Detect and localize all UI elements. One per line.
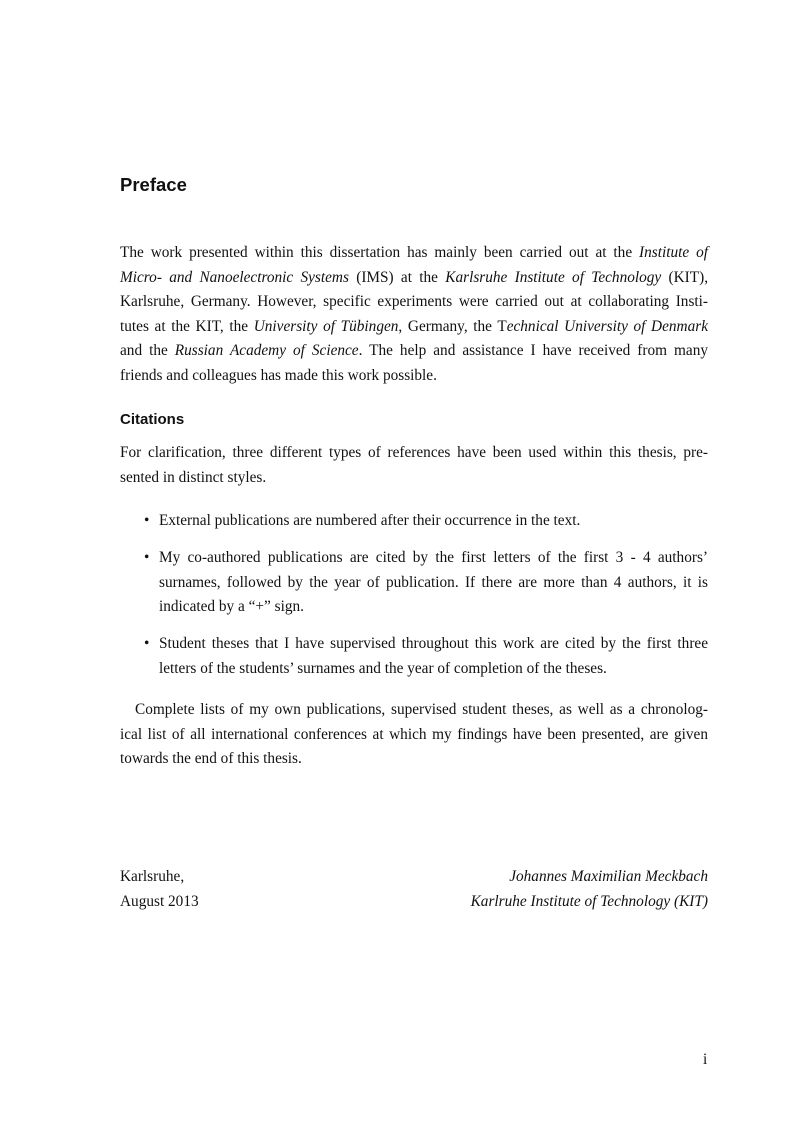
section-heading-citations: Citations <box>120 411 185 428</box>
text-line <box>120 339 708 364</box>
text-run: The work presented within this dissertation has mainly been carried out at the <box>120 244 640 261</box>
text-line: External publications are numbered after their occurrence in the text. <box>159 512 581 529</box>
text-run: friends and colleagues has made this work possible. <box>120 366 437 384</box>
text-line: sented in distinct styles. <box>120 468 267 486</box>
text-line: surnames, followed by the year of publication. If there are more than 4 authors, it is <box>159 573 708 591</box>
text-line <box>120 315 708 340</box>
text-line: My co-authored publications are cited by the first letters of the first 3 - 4 authors’ <box>159 549 708 566</box>
signature-author-block <box>471 865 708 914</box>
text-run: (KIT), <box>661 268 709 286</box>
bullet-icon: • <box>144 512 150 529</box>
preface-paragraph <box>120 241 708 389</box>
page-number: i <box>703 1051 708 1068</box>
italic-text: Russian Academy of Science <box>174 342 359 360</box>
list-item-text <box>159 632 708 681</box>
italic-text: Micro- and Nanoelectronic Systems <box>120 268 349 286</box>
text-run: , Germany, the T <box>398 317 507 335</box>
text-line: Complete lists of my own publications, supervised student theses, as well as a chronolog- <box>135 701 708 718</box>
signature-date: August 2013 <box>120 892 199 910</box>
signature-place-date <box>120 865 199 914</box>
text-run: and the <box>120 342 175 360</box>
text-line: towards the end of this thesis. <box>120 750 302 768</box>
text-run: Karlsruhe, Germany. However, specific experiments were carried out at collaborating Insti- <box>120 293 708 311</box>
signature-affiliation: Karlruhe Institute of Technology (KIT) <box>470 892 708 910</box>
signature-author: Johannes Maximilian Meckbach <box>509 868 708 885</box>
text-line: For clarification, three different types of references have been used within this thesis, pre- <box>120 444 708 461</box>
text-run: tutes at the KIT, the <box>120 317 254 335</box>
bullet-icon: • <box>144 549 150 566</box>
list-item-text <box>159 546 708 620</box>
text-run: . The help and assistance I have received from many <box>358 342 708 360</box>
text-line: indicated by a “+” sign. <box>159 598 304 616</box>
text-run: (IMS) at the <box>348 268 446 286</box>
text-line: letters of the students’ surnames and the year of completion of the theses. <box>159 659 607 677</box>
text-line <box>120 364 708 389</box>
list-item-text <box>159 509 708 534</box>
italic-text: Karlsruhe Institute of Technology <box>445 268 662 286</box>
closing-paragraph <box>120 698 708 772</box>
italic-text: University of Tübingen <box>253 317 399 335</box>
italic-text: Institute of <box>639 244 709 261</box>
text-line: ical list of all international conferences at which my findings have been presented, are given <box>120 725 708 743</box>
text-line <box>120 266 708 291</box>
text-line: Student theses that I have supervised throughout this work are cited by the first three <box>159 635 708 652</box>
citations-intro-paragraph <box>120 441 708 490</box>
page-title: Preface <box>120 174 187 195</box>
bullet-icon: • <box>144 635 150 652</box>
text-line <box>120 290 708 315</box>
text-line <box>120 241 708 266</box>
signature-place: Karlsruhe, <box>120 868 185 885</box>
italic-text: echnical University of Denmark <box>506 317 708 335</box>
